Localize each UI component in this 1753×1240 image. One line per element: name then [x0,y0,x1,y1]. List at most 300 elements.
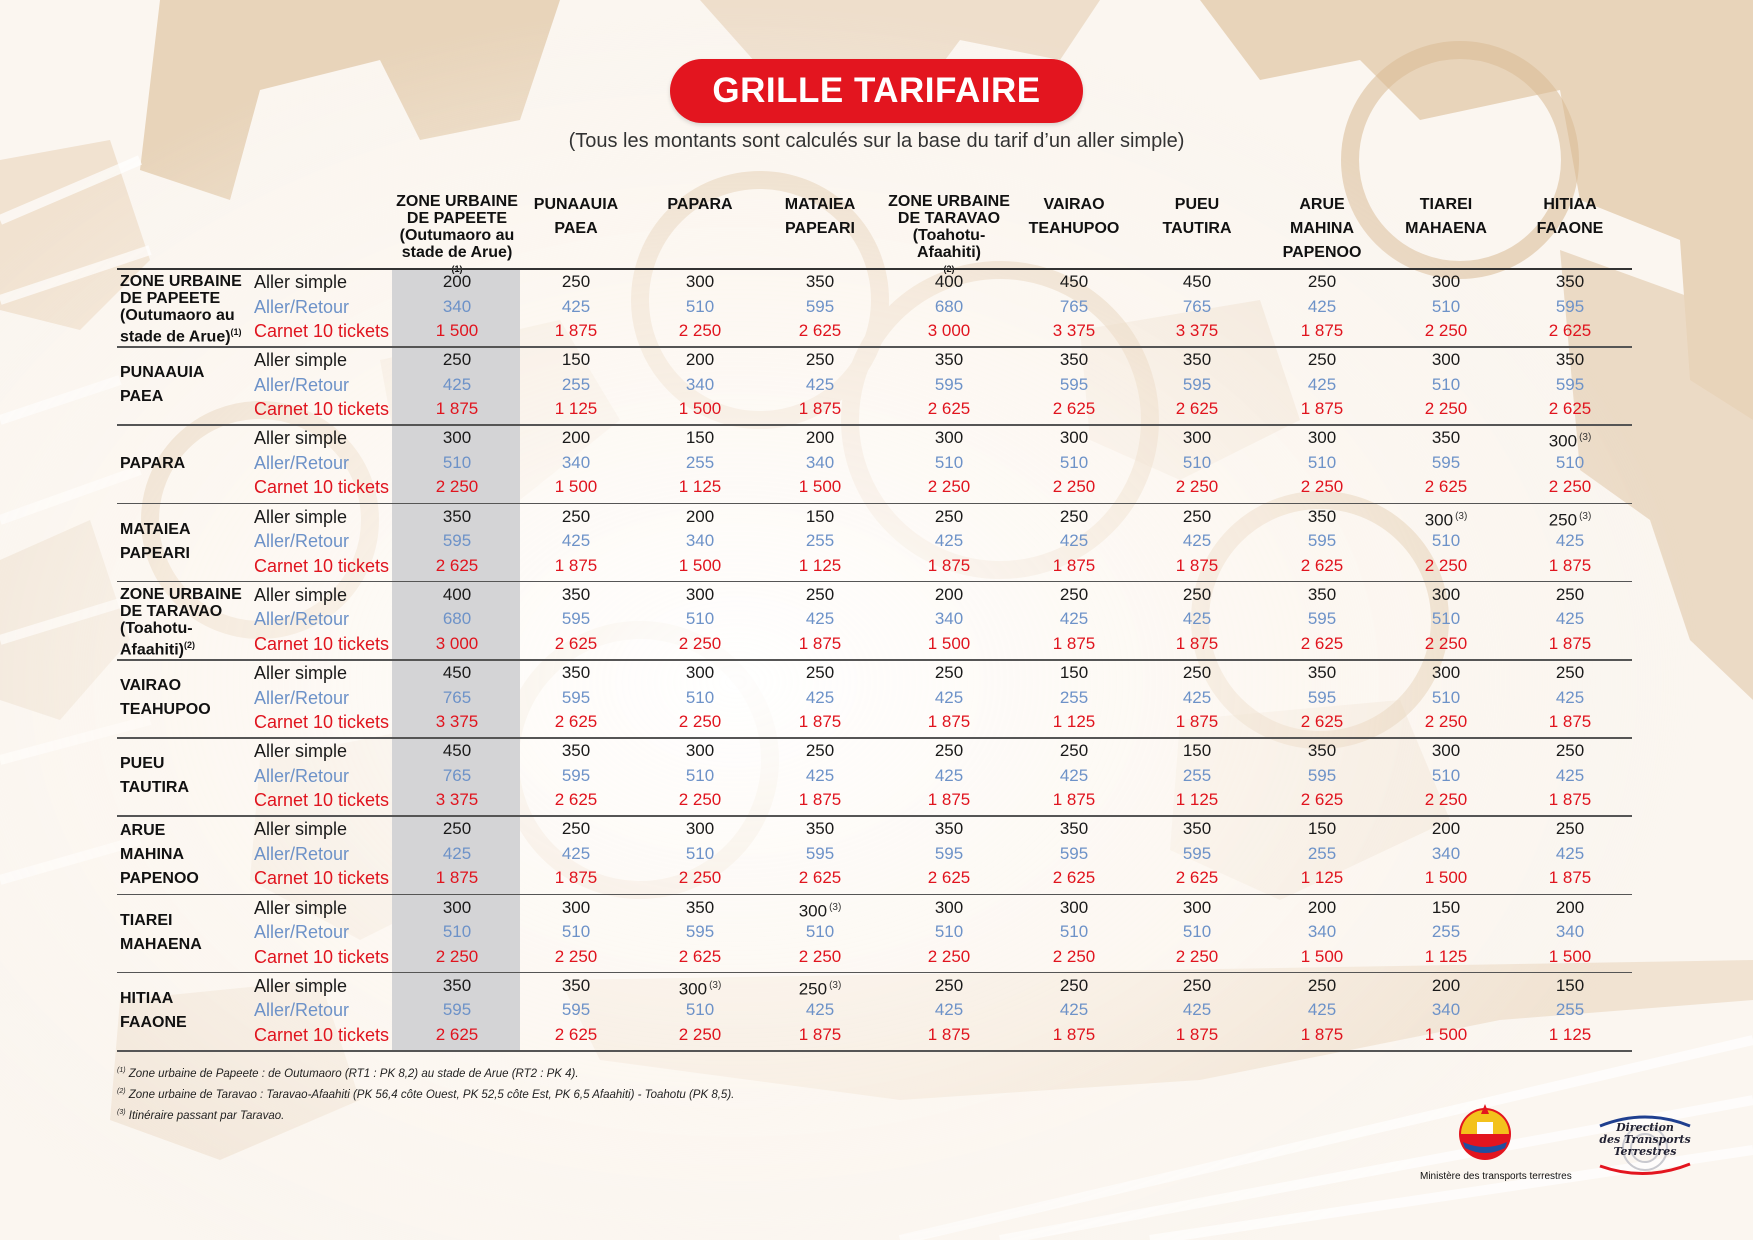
fare-simple-label: Aller simple [254,350,348,371]
fare-retour-label: Aller/Retour [254,765,350,786]
fare-cell: 300 $^{(3)}$ [798,901,842,921]
fare-cell: 340 [1307,922,1337,942]
fare-cell: 510 [685,843,715,863]
fare-carnet-label: Carnet 10 tickets [254,790,390,811]
fare-cell: 1 125 [1175,790,1219,810]
fare-cell: 510 [685,765,715,785]
row-header: MATAIEA PAPEARI [120,520,191,562]
fare-cell: 2 250 [678,1024,722,1044]
fare-cell: 1 500 [435,321,479,340]
fare-cell: 250 [1555,584,1585,604]
fare-cell: 3 000 [927,321,971,340]
row-header: PAPARA [120,454,186,472]
fare-cell: 2 625 [1300,790,1344,810]
fare-cell: 250 [1182,975,1212,995]
fare-cell: 250 [1307,975,1337,995]
fare-cell: 200 [561,428,591,448]
fare-cell: 2 625 [554,633,598,653]
fare-cell: 425 [1182,531,1212,551]
fare-cell: 300 [442,897,472,917]
fare-cell: 595 [1307,531,1337,551]
fare-cell: 510 [685,1000,715,1020]
fare-cell: 425 [1182,609,1212,629]
fare-cell: 2 625 [1300,633,1344,653]
fare-cell: 765 [442,765,472,785]
fare-simple-label: Aller simple [254,428,348,449]
fare-cell: 350 [1059,350,1089,370]
fare-cell: 255 [1307,843,1337,863]
fare-cell: 425 [805,609,835,629]
footnote-1: $^{(1)}$ Zone urbaine de Papeete : de Outumaoro (RT1 : PK 8,2) au stade de Arue (RT2 : PK 4). [117,1067,579,1080]
fare-cell: 250 [561,272,591,291]
fare-cell: 510 [685,609,715,629]
fare-cell: 300 [1182,897,1212,917]
fare-cell: 2 250 [927,946,971,966]
fare-simple-label: Aller simple [254,506,348,527]
fare-cell: 595 [1059,374,1089,394]
fare-cell: 1 875 [1175,633,1219,653]
fare-simple-label: Aller simple [254,663,348,683]
fare-cell: 300 [1431,350,1461,370]
fare-cell: 340 [1555,922,1585,942]
fare-cell: 425 [1307,374,1337,394]
fare-cell: 765 [1059,296,1089,316]
fare-cell: 680 [934,296,964,316]
fare-simple-label: Aller simple [254,584,348,605]
fare-cell: 400 [442,584,472,604]
fare-cell: 1 875 [1548,633,1592,653]
fare-cell: 340 [685,374,715,394]
fare-cell: 250 [442,819,472,839]
fare-cell: 150 [1059,663,1089,682]
fare-cell: 250 $^{(3)}$ [798,979,842,999]
table-bottom-rule [117,1050,1632,1052]
fare-cell: 1 875 [1175,555,1219,575]
fare-cell: 595 [934,843,964,863]
row-header: ARUE MAHINA PAPENOO [120,821,199,887]
fare-cell: 450 [1182,272,1212,291]
fare-cell: 2 250 [927,477,971,497]
fare-cell: 1 875 [435,399,479,419]
fare-cell: 200 [685,350,715,370]
fare-cell: 350 [805,272,835,291]
fare-cell: 595 [1431,452,1461,472]
fare-cell: 1 875 [798,1024,842,1044]
fare-cell: 1 875 [1548,712,1592,731]
fare-cell: 350 [934,350,964,370]
fare-cell: 250 $^{(3)}$ [1548,510,1592,530]
fare-cell: 350 [1555,350,1585,370]
column-header: ZONE URBAINE DE TARAVAO (Toahotu- Afaahiti) [888,193,1010,261]
fare-cell: 510 [1431,296,1461,316]
fare-cell: 1 875 [1300,1024,1344,1044]
fare-cell: 2 625 [1548,321,1592,340]
fare-cell: 300 $^{(3)}$ [1424,510,1468,530]
fare-cell: 1 875 [927,790,971,810]
fare-cell: 1 875 [1052,790,1096,810]
row-header: VAIRAO TEAHUPOO [120,677,211,719]
fare-cell: 765 [1182,296,1212,316]
fare-cell: 1 875 [554,868,598,888]
fare-cell: 1 500 [678,555,722,575]
fare-cell: 350 [1307,663,1337,682]
fare-cell: 255 [561,374,591,394]
footnotes [117,1062,734,1124]
fare-cell: 350 [1555,272,1585,291]
fare-cell: 510 [1059,452,1089,472]
fare-cell: 1 875 [1175,1024,1219,1044]
fare-cell: 2 625 [927,399,971,419]
fare-cell: 350 [561,741,591,761]
fare-cell: 450 [442,663,472,682]
fare-cell: 2 250 [1548,477,1592,497]
fare-cell: 1 875 [554,555,598,575]
fare-cell: 595 [561,687,591,707]
fare-cell: 340 [934,609,964,629]
fare-cell: 2 250 [678,633,722,653]
fare-cell: 340 [805,452,835,472]
fare-cell: 510 [934,452,964,472]
fare-cell: 250 [561,819,591,839]
fare-retour-label: Aller/Retour [254,531,350,552]
fare-cell: 2 625 [798,321,842,340]
fare-cell: 510 [805,922,835,942]
fare-cell: 510 [1431,531,1461,551]
fare-cell: 2 250 [435,477,479,497]
fare-cell: 2 625 [554,1024,598,1044]
fare-cell: 350 [1307,506,1337,526]
fare-cell: 300 [1431,663,1461,682]
fare-cell: 595 [442,531,472,551]
fare-cell: 2 625 [798,868,842,888]
fare-cell: 1 875 [798,399,842,419]
fare-cell: 1 500 [1548,946,1592,966]
fare-cell: 510 [1431,765,1461,785]
fare-cell: 425 [1059,765,1089,785]
fare-cell: 250 [1307,272,1337,291]
fare-cell: 2 625 [1424,477,1468,497]
row-header: ZONE URBAINE DE PAPEETE (Outumaoro au stade de Arue)$^{(1)}$ [120,273,242,346]
fare-cell: 300 [1307,428,1337,448]
fare-cell: 300 [1182,428,1212,448]
fare-cell: 1 875 [1052,1024,1096,1044]
fare-cell: 350 [442,506,472,526]
fare-cell: 250 [1307,350,1337,370]
fare-cell: 2 250 [1424,399,1468,419]
row-header: HITIAA FAAONE [120,989,187,1031]
fare-cell: 2 625 [554,712,598,731]
fare-cell: 425 [805,765,835,785]
fare-cell: 425 [1555,609,1585,629]
fare-cell: 150 [561,350,591,370]
fare-simple-label: Aller simple [254,272,348,292]
fare-cell: 2 625 [1300,555,1344,575]
fare-cell: 350 [442,975,472,995]
fare-cell: 350 [1182,819,1212,839]
fare-cell: 2 250 [1424,712,1468,731]
fare-cell: 1 875 [1548,555,1592,575]
row-header: ZONE URBAINE DE TARAVAO (Toahotu- Afaahiti)$^{(2)}$ [120,585,242,659]
fare-cell: 510 [685,687,715,707]
column-header: ZONE URBAINE DE PAPEETE (Outumaoro au stade de Arue) [396,193,518,261]
fare-cell: 425 [1307,296,1337,316]
fare-cell: 510 [1059,922,1089,942]
fare-cell: 2 250 [1300,477,1344,497]
fare-cell: 510 [1307,452,1337,472]
fare-cell: 1 125 [1424,946,1468,966]
fare-simple-label: Aller simple [254,819,348,840]
fare-cell: 250 [934,975,964,995]
fare-cell: 595 [805,843,835,863]
fare-cell: 250 [805,663,835,682]
column-header: VAIRAO TEAHUPOO [1028,196,1120,237]
fare-cell: 255 [1059,687,1089,707]
fare-cell: 1 125 [554,399,598,419]
fare-cell: 2 250 [1175,946,1219,966]
fare-cell: 255 [685,452,715,472]
fare-cell: 300 [1431,272,1461,291]
fare-cell: 300 [1431,741,1461,761]
fare-cell: 150 [685,428,715,448]
fare-cell: 350 [561,663,591,682]
fare-cell: 1 875 [1300,399,1344,419]
fare-cell: 425 [442,843,472,863]
fare-carnet-label: Carnet 10 tickets [254,946,390,967]
fare-cell: 1 875 [1548,790,1592,810]
fare-cell: 2 250 [1424,633,1468,653]
fare-cell: 1 125 [1052,712,1096,731]
fare-cell: 1 875 [798,712,842,731]
fare-cell: 425 [442,374,472,394]
column-header: TIAREI MAHAENA [1405,196,1487,237]
fare-cell: 765 [442,687,472,707]
fare-cell: 300 $^{(3)}$ [678,979,722,999]
fare-cell: 2 250 [678,790,722,810]
fare-cell: 250 [1182,584,1212,604]
fare-cell: 150 [1555,975,1585,995]
fare-cell: 1 500 [927,633,971,653]
footnote-2: $^{(2)}$ Zone urbaine de Taravao : Taravao-Afaahiti (PK 56,4 côte Ouest, PK 52,5 côte Est, PK 6,5 Afaahiti) - Toahotu (PK 8,5). [117,1087,735,1101]
fare-cell: 1 125 [678,477,722,497]
fare-cell: 300 $^{(3)}$ [1548,432,1592,452]
fare-cell: 595 [934,374,964,394]
fare-cell: 425 [934,765,964,785]
fare-cell: 595 [1555,374,1585,394]
fare-cell: 340 [685,531,715,551]
fare-cell: 255 [1182,765,1212,785]
dtt-logo [1585,1108,1705,1183]
fare-cell: 350 [1307,741,1337,761]
fare-cell: 1 500 [678,399,722,419]
fare-cell: 250 [1555,663,1585,682]
ministry-logo [1420,1100,1572,1182]
fare-cell: 250 [561,506,591,526]
fare-cell: 2 625 [678,946,722,966]
fare-cell: 450 [442,741,472,761]
fare-cell: 2 250 [1424,321,1468,340]
fare-cell: 250 [934,506,964,526]
fare-cell: 510 [1182,452,1212,472]
fare-cell: 425 [1555,687,1585,707]
fare-retour-label: Aller/Retour [254,1000,350,1021]
column-header: PUEU TAUTIRA [1162,196,1232,237]
fare-cell: 1 125 [798,555,842,575]
fare-cell: 1 875 [1175,712,1219,731]
fare-cell: 255 [805,531,835,551]
fare-cell: 1 875 [1052,555,1096,575]
column-header: ARUE MAHINA PAPENOO [1282,196,1362,261]
fare-cell: 150 [1182,741,1212,761]
fare-cell: 200 [1431,819,1461,839]
fare-cell: 300 [1059,897,1089,917]
fare-cell: 3 375 [435,790,479,810]
fare-cell: 2 625 [1052,399,1096,419]
fare-cell: 510 [442,922,472,942]
fare-cell: 1 500 [1300,946,1344,966]
fare-cell: 425 [934,1000,964,1020]
fare-cell: 250 [805,350,835,370]
fare-cell: 1 500 [1424,868,1468,888]
fare-carnet-label: Carnet 10 tickets [254,868,390,889]
fare-cell: 595 [805,296,835,316]
fare-cell: 425 [1555,531,1585,551]
column-header: HITIAA FAAONE [1536,196,1604,237]
fare-cell: 510 [442,452,472,472]
fare-cell: 340 [561,452,591,472]
fare-cell: 595 [561,609,591,629]
fare-cell: 425 [805,687,835,707]
fare-carnet-label: Carnet 10 tickets [254,399,390,420]
polynesia-emblem-icon [1455,1100,1515,1162]
fare-retour-label: Aller/Retour [254,843,350,864]
fare-cell: 300 [1431,584,1461,604]
fare-cell: 255 [1431,922,1461,942]
fare-cell: 250 [1555,741,1585,761]
fare-cell: 595 [1555,296,1585,316]
fare-cell: 1 500 [798,477,842,497]
fare-cell: 3 375 [1175,321,1219,340]
fare-cell: 1 875 [927,555,971,575]
fare-cell: 425 [561,296,591,316]
fare-carnet-label: Carnet 10 tickets [254,633,390,654]
fare-cell: 300 [934,428,964,448]
fare-cell: 425 [805,1000,835,1020]
fare-cell: 510 [1431,374,1461,394]
fare-cell: 200 [1431,975,1461,995]
fare-cell: 1 875 [554,321,598,340]
fare-retour-label: Aller/Retour [254,609,350,630]
fare-cell: 2 250 [554,946,598,966]
fare-cell: 1 500 [554,477,598,497]
fare-cell: 2 250 [1052,477,1096,497]
fare-cell: 150 [1307,819,1337,839]
fare-cell: 425 [805,374,835,394]
fare-cell: 425 [1059,531,1089,551]
fare-cell: 2 625 [1175,399,1219,419]
fare-retour-label: Aller/Retour [254,296,350,317]
fare-cell: 595 [561,1000,591,1020]
fare-cell: 200 [805,428,835,448]
fare-cell: 2 250 [1175,477,1219,497]
fare-cell: 2 625 [435,555,479,575]
fare-cell: 300 [934,897,964,917]
fare-cell: 2 250 [1424,790,1468,810]
fare-retour-label: Aller/Retour [254,374,350,395]
fare-cell: 2 250 [678,321,722,340]
fare-cell: 595 [1307,609,1337,629]
fare-cell: 2 250 [1424,555,1468,575]
fare-cell: 250 [1059,741,1089,761]
fare-retour-label: Aller/Retour [254,922,350,943]
dtt-wordmark: Direction des Transports Terrestres [1599,1121,1691,1158]
fare-cell: 250 [1555,819,1585,839]
fare-cell: 1 500 [1424,1024,1468,1044]
fare-cell: 510 [1182,922,1212,942]
fare-cell: 150 [1431,897,1461,917]
fare-cell: 350 [805,819,835,839]
fare-cell: 350 [685,897,715,917]
fare-cell: 2 625 [554,790,598,810]
fare-cell: 425 [1059,1000,1089,1020]
fare-cell: 425 [1307,1000,1337,1020]
fare-cell: 510 [685,296,715,316]
fare-cell: 350 [1059,819,1089,839]
fare-cell: 3 000 [435,633,479,653]
fare-cell: 2 625 [1175,868,1219,888]
fare-cell: 300 [685,741,715,761]
fare-carnet-label: Carnet 10 tickets [254,1024,390,1045]
fare-cell: 595 [1307,687,1337,707]
fare-cell: 2 625 [927,868,971,888]
fare-cell: 1 875 [1300,321,1344,340]
fare-cell: 250 [442,350,472,370]
fare-cell: 250 [1059,584,1089,604]
fare-cell: 150 [805,506,835,526]
fare-cell: 2 250 [1052,946,1096,966]
fare-cell: 250 [934,741,964,761]
fare-cell: 350 [561,975,591,995]
fare-cell: 300 [561,897,591,917]
fare-cell: 510 [561,922,591,942]
fare-cell: 350 [1431,428,1461,448]
fare-cell: 425 [561,843,591,863]
fare-cell: 595 [1182,843,1212,863]
fare-cell: 2 625 [1548,399,1592,419]
fare-cell: 1 875 [435,868,479,888]
fare-cell: 350 [934,819,964,839]
fare-cell: 2 250 [798,946,842,966]
fare-cell: 250 [1182,663,1212,682]
fare-cell: 595 [1307,765,1337,785]
fare-cell: 595 [1059,843,1089,863]
fare-cell: 350 [561,584,591,604]
fare-simple-label: Aller simple [254,897,348,918]
fare-retour-label: Aller/Retour [254,687,350,708]
fare-cell: 340 [1431,843,1461,863]
fare-cell: 425 [1555,843,1585,863]
fare-cell: 250 [805,584,835,604]
fare-cell: 200 [442,272,472,291]
fare-cell: 425 [561,531,591,551]
fare-cell: 250 [1182,506,1212,526]
fare-cell: 510 [1431,687,1461,707]
fare-cell: 200 [685,506,715,526]
footnote-3: $^{(3)}$ Itinéraire passant par Taravao. [117,1108,285,1122]
fare-carnet-label: Carnet 10 tickets [254,555,390,576]
fare-cell: 300 [1059,428,1089,448]
fare-cell: 340 [1431,1000,1461,1020]
fare-cell: 425 [1182,687,1212,707]
